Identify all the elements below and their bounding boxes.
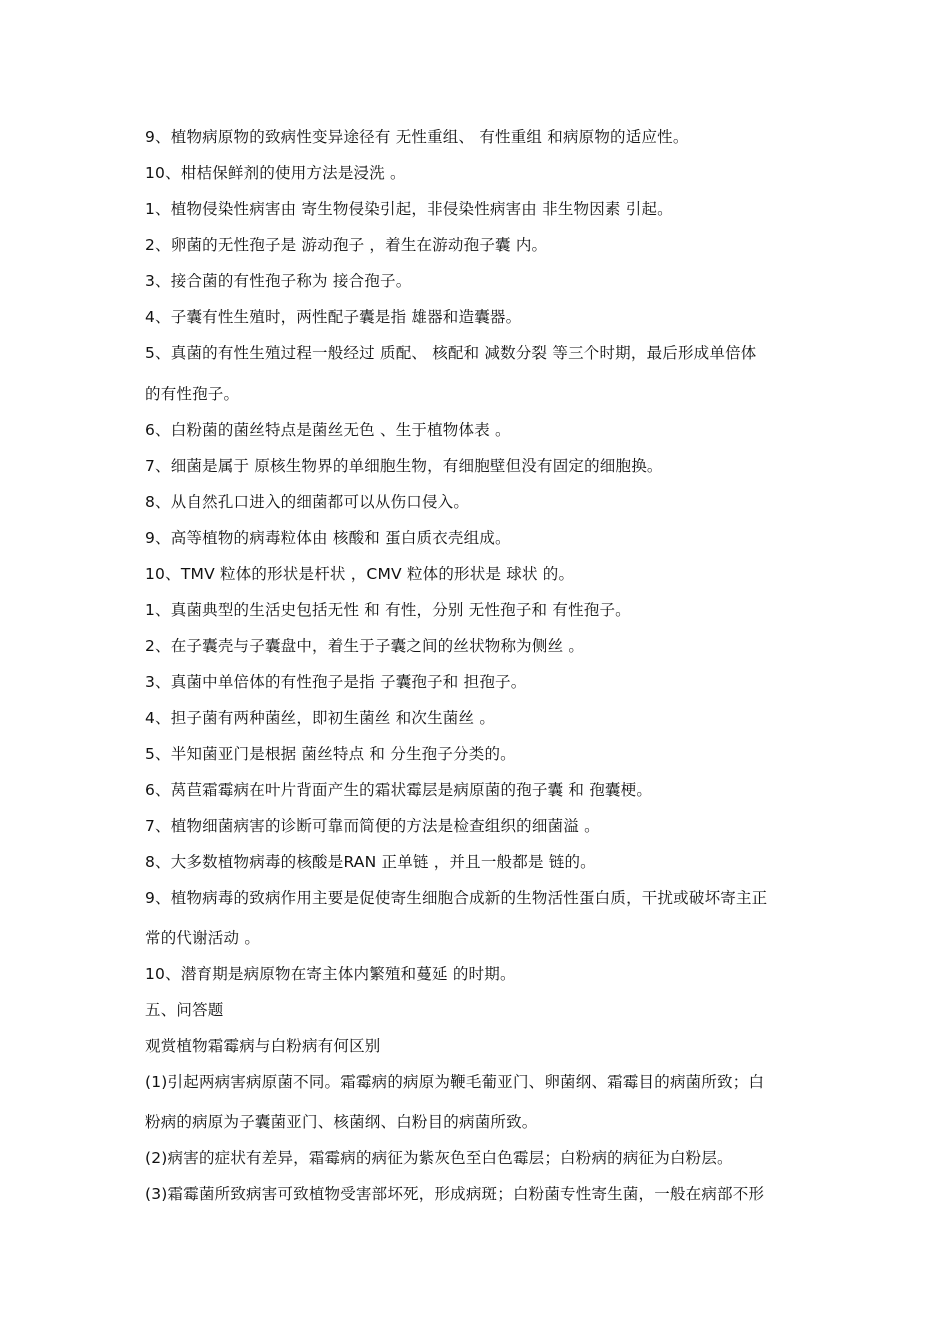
text-line: (2)病害的症状有差异，霜霉病的病征为紫灰色至白色霉层；白粉病的病征为白粉层。	[145, 1149, 733, 1167]
question-title: 观赏植物霜霉病与白粉病有何区别	[145, 1037, 381, 1055]
text-line: 5、半知菌亚门是根据 菌丝特点 和 分生孢子分类的。	[145, 745, 516, 763]
text-line: 2、卵菌的无性孢子是 游动孢子 ，着生在游动孢子囊 内。	[145, 236, 548, 254]
text-line: 10、潜育期是病原物在寄主体内繁殖和蔓延 的时期。	[145, 965, 516, 983]
text-line: 9、植物病毒的致病作用主要是促使寄生细胞合成新的生物活性蛋白质，干扰或破坏寄主正	[145, 889, 768, 907]
section-heading: 五、问答题	[145, 1001, 224, 1019]
text-line: 9、高等植物的病毒粒体由 核酸和 蛋白质衣壳组成。	[145, 529, 511, 547]
text-line: 4、担子菌有两种菌丝，即初生菌丝 和次生菌丝 。	[145, 709, 496, 727]
text-line: 粉病的病原为子囊菌亚门、核菌纲、白粉目的病菌所致。	[145, 1113, 538, 1131]
text-line: 3、接合菌的有性孢子称为 接合孢子。	[145, 272, 412, 290]
text-line: 7、植物细菌病害的诊断可靠而简便的方法是检查组织的细菌溢 。	[145, 817, 600, 835]
text-line: (1)引起两病害病原菌不同。霜霉病的病原为鞭毛葡亚门、卵菌纲、霜霉目的病菌所致；白	[145, 1073, 765, 1091]
text-line: 5、真菌的有性生殖过程一般经过 质配、 核配和 减数分裂 等三个时期，最后形成单倍体	[145, 344, 757, 362]
text-line: 4、子囊有性生殖时，两性配子囊是指 雄器和造囊器。	[145, 308, 522, 326]
text-line: 1、植物侵染性病害由 寄生物侵染引起，非侵染性病害由 非生物因素 引起。	[145, 200, 673, 218]
text-line: 9、植物病原物的致病性变异途径有 无性重组、 有性重组 和病原物的适应性。	[145, 128, 689, 146]
text-line: 10、TMV 粒体的形状是杆状 ，CMV 粒体的形状是 球状 的。	[145, 565, 575, 583]
text-line: 常的代谢活动 。	[145, 929, 261, 947]
text-line: 6、白粉菌的菌丝特点是菌丝无色 、生于植物体表 。	[145, 421, 511, 439]
text-line: 的有性孢子。	[145, 385, 240, 403]
text-line: 3、真菌中单倍体的有性孢子是指 子囊孢子和 担孢子。	[145, 673, 527, 691]
text-line: 7、细菌是属于 原核生物界的单细胞生物，有细胞壁但没有固定的细胞换。	[145, 457, 663, 475]
text-line: 1、真菌典型的生活史包括无性 和 有性，分别 无性孢子和 有性孢子。	[145, 601, 631, 619]
text-line: 8、大多数植物病毒的核酸是RAN 正单链 ，并且一般都是 链的。	[145, 853, 596, 871]
text-line: 8、从自然孔口进入的细菌都可以从伤口侵入。	[145, 493, 470, 511]
text-line: 2、在子囊壳与子囊盘中，着生于子囊之间的丝状物称为侧丝 。	[145, 637, 585, 655]
text-line: 6、莴苣霜霉病在叶片背面产生的霜状霉层是病原菌的孢子囊 和 孢囊梗。	[145, 781, 653, 799]
text-line: (3)霜霉菌所致病害可致植物受害部坏死，形成病斑；白粉菌专性寄生菌，一般在病部不形	[145, 1185, 765, 1203]
text-line: 10、柑桔保鲜剂的使用方法是浸洗 。	[145, 164, 406, 182]
